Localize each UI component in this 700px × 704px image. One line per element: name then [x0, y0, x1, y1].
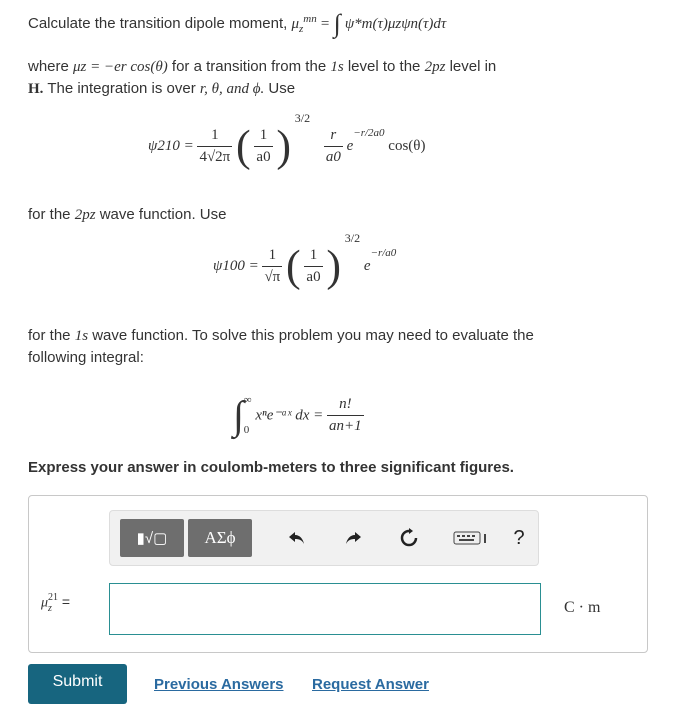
units-label: C · m — [564, 599, 601, 616]
answer-box — [28, 495, 648, 653]
help-icon[interactable]: ? — [513, 526, 525, 549]
integral-result: $\frac{n!}{an+1}$ — [329, 395, 362, 434]
greek-symbols-button[interactable]: ΑΣϕ — [188, 519, 252, 557]
dipole-symbol: $\mu_z^{mn}$ — [291, 13, 317, 35]
answer-label: μ 21 z = — [41, 592, 71, 614]
problem-line-1s: for the 1s wave function. To solve this problem you may need to evaluate the — [28, 327, 534, 344]
redo-icon[interactable] — [338, 523, 368, 553]
submit-button[interactable]: Submit — [28, 664, 127, 704]
psi210-r-fraction: $\frac{r}{a0}$ — [325, 127, 341, 166]
psi210-prefactor: $\frac{1}{4√2\pi}$ — [199, 127, 231, 166]
keyboard-icon[interactable] — [450, 523, 496, 553]
psi100-prefactor: $\frac{1}{√\pi}$ — [264, 247, 281, 286]
undo-icon[interactable] — [282, 523, 312, 553]
request-answer-link[interactable]: Request Answer — [312, 676, 429, 693]
psi100-equation: ψ100 = $\frac{1}{√\pi}$ ( $\frac{1}{a0}$ ) $^{3/2}$ $e^{-r/a0}$ — [213, 231, 397, 291]
gamma-integral-equation: ∫ ∞ 0 xⁿe⁻ᵃˣ dx = $\frac{n!}{an+1}$ — [233, 392, 362, 438]
instruction: Express your answer in coulomb-meters to three significant figures. — [28, 459, 514, 476]
problem-line-2pz: for the 2pz wave function. Use — [28, 206, 227, 223]
math-toolbar — [109, 510, 539, 566]
problem-line-2: where μz = −er cos(θ) for a transition from the 1s level to the 2pz level in — [28, 58, 497, 75]
reset-icon[interactable] — [394, 523, 424, 553]
answer-input[interactable] — [109, 583, 541, 635]
psi210-bracket-fraction: $\frac{1}{a0}$ — [256, 127, 271, 166]
psi210-equation: ψ210 = $\frac{1}{4√2\pi}$ ( $\frac{1}{a0}$ ) $^{3/2}$ $\frac{r}{a0}$ $e^{-r/2a0}$ cos(θ) — [148, 111, 426, 171]
previous-answers-link[interactable]: Previous Answers — [154, 676, 284, 693]
psi100-bracket-fraction: $\frac{1}{a0}$ — [306, 247, 321, 286]
templates-button[interactable]: ▮√▢ — [120, 519, 184, 557]
problem-line-3: H. The integration is over r, θ, and ϕ. Use — [28, 80, 296, 97]
problem-line-integral-intro: following integral: — [28, 349, 144, 366]
problem-line-1: Calculate the transition dipole moment, $\mu_z^{mn}$ = ∫ ψ*m(τ)μzψn(τ)dτ — [28, 9, 447, 39]
